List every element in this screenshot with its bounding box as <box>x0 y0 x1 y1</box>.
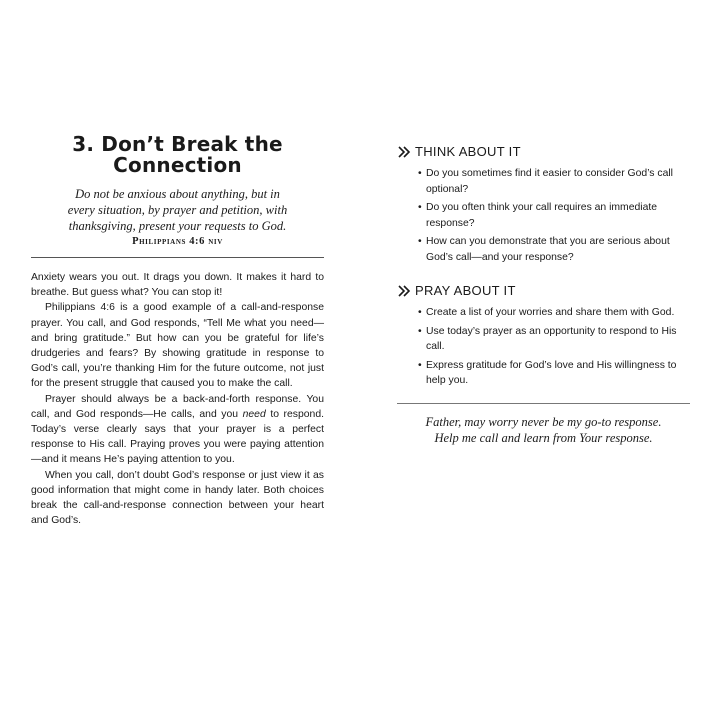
scripture-line: every situation, by prayer and petition, with <box>67 203 288 217</box>
prayer-line-1: Father, may worry never be my go-to response. <box>425 414 662 429</box>
paragraph-3-start: Prayer should always be a back-and-forth response. You call, and God responds—He calls, and you <box>31 393 324 420</box>
scripture-line: Do not be anxious about anything, but in <box>75 187 280 201</box>
paragraph-3-end: to respond. Today’s verse clearly says that your prayer is a perfect response to His call. Praying proves you were paying attention—and it means He’s paying attention to you. <box>31 408 324 466</box>
scripture-quote <box>31 186 324 234</box>
think-heading-text: THINK ABOUT IT <box>415 144 521 159</box>
think-about-it-heading <box>397 143 689 161</box>
list-item: • Express gratitude for God’s love and His willingness to help you. <box>418 358 689 389</box>
pray-heading-text: PRAY ABOUT IT <box>415 283 516 298</box>
chapter-title <box>31 134 324 176</box>
scripture-reference: Philippians 4:6 niv <box>132 236 223 247</box>
list-item: • Do you sometimes find it easier to consider God’s call optional? <box>418 166 689 197</box>
chapter-title-line-2: Connection <box>113 153 242 177</box>
divider <box>31 257 324 258</box>
list-item: • Do you often think your call requires an immediate response? <box>418 200 689 231</box>
double-chevron-right-icon <box>397 145 413 159</box>
list-item: • Use today’s prayer as an opportunity to respond to His call. <box>418 324 689 355</box>
list-item: • Create a list of your worries and share them with God. <box>418 305 689 321</box>
chapter-title-line-1: 3. Don’t Break the <box>72 132 283 156</box>
left-page <box>31 134 324 528</box>
devotional-body <box>31 270 324 528</box>
right-page <box>397 143 689 446</box>
paragraph-1: Anxiety wears you out. It drags you down. It makes it hard to breathe. But guess what? You can stop it! <box>31 272 324 299</box>
double-chevron-right-icon <box>397 284 413 298</box>
closing-prayer <box>397 414 690 446</box>
scripture-line: thanksgiving, present your requests to God. <box>68 219 287 233</box>
list-item: • How can you demonstrate that you are serious about God’s call—and your response? <box>418 234 689 265</box>
paragraph-3 <box>31 392 324 468</box>
paragraph-2: Philippians 4:6 is a good example of a call-and-response prayer. You call, and God responds, “Tell Me what you need—and bring gratitude.” But how can you be grateful for life’s drudgeries and fears? By showing gratitude in response to God’s call, you’re thanking Him for the future outcome, not just for the present struggle that caused you to make the call. <box>31 302 324 390</box>
pray-list <box>397 305 689 389</box>
paragraph-4: When you call, don’t doubt God’s response or just view it as good information that might come in handy later. Both choices break the call-and-response connection between your heart and God’s. <box>31 469 324 527</box>
emphasis-word: need <box>242 408 266 420</box>
pray-about-it-heading <box>397 282 689 300</box>
think-list <box>397 166 689 265</box>
prayer-line-2: Help me call and learn from Your response. <box>434 430 653 445</box>
divider <box>397 403 690 404</box>
